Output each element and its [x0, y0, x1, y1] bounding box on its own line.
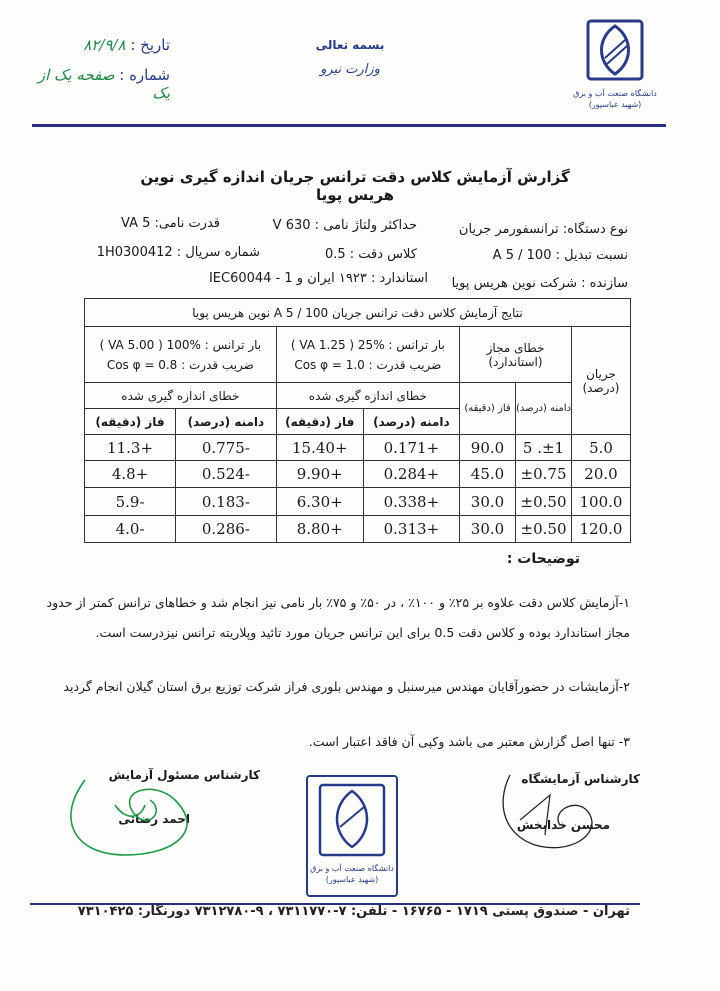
- cell-phase25: +6.30: [276, 488, 363, 516]
- cell-phase25: +9.90: [276, 461, 363, 488]
- cell-mag100: -0.775: [176, 435, 277, 461]
- university-logo-icon: [585, 18, 645, 82]
- basmala: بسمه تعالی: [315, 38, 385, 52]
- load-100-line2: ضریب قدرت : Cos φ = 0.8: [106, 357, 254, 372]
- load-25-line1: بار ترانس : %25 ( 1.25 VA ): [290, 337, 445, 352]
- stamp-logo-icon: [310, 781, 394, 861]
- results-table: [84, 298, 631, 543]
- number-label: شماره :: [119, 66, 170, 84]
- cell-phase25: +15.40: [276, 435, 363, 461]
- accuracy-class: کلاس دقت : 0.5: [324, 247, 417, 262]
- mag100-header: دامنه (درصد): [176, 409, 277, 435]
- cell-allowed-mag: ±1. 5: [516, 435, 572, 461]
- cell-allowed-phase: 30.0: [460, 488, 516, 516]
- header-divider: [32, 124, 666, 127]
- cell-allowed-phase: 90.0: [460, 435, 516, 461]
- cell-allowed-mag: ±0.50: [516, 488, 572, 516]
- date-label: تاریخ :: [130, 36, 170, 54]
- allowed-error-header: خطای مجاز (استاندارد): [460, 327, 572, 383]
- device-type: نوع دستگاه: ترانسفورمر جریان: [458, 222, 628, 237]
- right-signer-name: محسن خدابخش: [516, 818, 610, 832]
- load-25-header: [276, 327, 459, 383]
- cell-current: 100.0: [572, 488, 631, 516]
- cell-mag25: +0.284: [363, 461, 459, 488]
- phase100-header: فاز (دقیقه): [85, 409, 176, 435]
- table-row: [85, 488, 631, 516]
- load-100-header: [85, 327, 277, 383]
- current-header: جریان (درصد): [572, 327, 631, 435]
- official-stamp: [306, 775, 398, 897]
- date-line: [20, 36, 170, 54]
- cell-mag100: -0.524: [176, 461, 277, 488]
- load-100-line1: بار ترانس : %100 ( 5.00 VA ): [99, 337, 262, 352]
- table-row: [85, 516, 631, 543]
- logo-caption: دانشگاه صنعت آب و برق (شهید عباسپور): [573, 89, 657, 109]
- left-signature: [55, 760, 225, 865]
- manufacturer: سازنده : شرکت نوین هریس پویا: [451, 276, 628, 291]
- cell-allowed-phase: 30.0: [460, 516, 516, 543]
- cell-allowed-mag: ±0.50: [516, 516, 572, 543]
- ministry-name: وزارت نیرو: [320, 62, 380, 77]
- rated-power: قدرت نامی: 5 VA: [121, 216, 220, 231]
- left-signer-title: کارشناس مسئول آزمایش: [108, 768, 260, 782]
- standard-label: استاندارد : ۱۹۲۳ ایران و: [296, 271, 428, 286]
- mag25-header: دامنه (درصد): [363, 409, 459, 435]
- measured-100-header: خطای اندازه گیری شده: [85, 383, 277, 409]
- cell-phase100: +4.8: [85, 461, 176, 488]
- cell-phase25: +8.80: [276, 516, 363, 543]
- cell-phase100: -4.0: [85, 516, 176, 543]
- cell-mag25: +0.313: [363, 516, 459, 543]
- allowed-mag-header: دامنه (درصد): [516, 383, 572, 435]
- left-signer-name: احمد رضائی: [118, 812, 190, 826]
- cell-allowed-mag: ±0.75: [516, 461, 572, 488]
- note-1: ۱-آزمایش کلاس دقت علاوه بر ۲۵٪ و ۱۰۰٪ ، در ۵۰٪ و ۷۵٪ بار نامی نیز انجام شد و خطاهای ترانس کمتر از حدود مجاز استاندارد بوده و کلاس دقت 0.5 برای این ترانس جریان مورد تائید وپلاریته ترانس نیزدرست است.: [46, 595, 630, 640]
- standard: [80, 271, 428, 286]
- cell-mag25: +0.338: [363, 488, 459, 516]
- load-25-line2: ضریب قدرت : Cos φ = 1.0: [294, 357, 442, 372]
- right-signer-title: کارشناس آزمایشگاه: [521, 772, 640, 786]
- table-caption: نتایج آزمایش کلاس دقت ترانس جریان 100 / 5 A نوین هریس پویا: [85, 299, 631, 327]
- table-row: [85, 461, 631, 488]
- cell-mag100: -0.286: [176, 516, 277, 543]
- cell-phase100: -5.9: [85, 488, 176, 516]
- cell-current: 120.0: [572, 516, 631, 543]
- cell-allowed-phase: 45.0: [460, 461, 516, 488]
- note-3: ۳- تنها اصل گزارش معتبر می باشد وکپی آن فاقد اعتبار است.: [308, 734, 630, 749]
- allowed-phase-header: فاز (دقیقه): [460, 383, 516, 435]
- notes-title: توضیحات :: [506, 551, 580, 567]
- ratio: نسبت تبدیل : 100 / 5 A: [492, 248, 628, 263]
- number-value: صفحه یک از یک: [37, 66, 170, 102]
- report-title: گزارش آزمایش کلاس دقت ترانس جریان اندازه گیری نوین هریس پویا: [140, 168, 570, 204]
- table-row: [85, 435, 631, 461]
- right-signature: [490, 765, 610, 865]
- max-voltage: حداکثر ولتاژ نامی : 630 V: [272, 218, 417, 233]
- cell-mag100: -0.183: [176, 488, 277, 516]
- cell-mag25: +0.171: [363, 435, 459, 461]
- date-value: ۸۲/۹/۸: [83, 36, 126, 54]
- phase25-header: فاز (دقیقه): [276, 409, 363, 435]
- measured-25-header: خطای اندازه گیری شده: [276, 383, 459, 409]
- cell-phase100: +11.3: [85, 435, 176, 461]
- standard-code: IEC60044 - 1: [208, 271, 293, 286]
- footer-contact: تهران - صندوق پستی ۱۷۱۹ - ۱۶۷۶۵ - تلفن: ۷-۷۳۱۱۷۷۰ ، ۹-۷۳۱۲۷۸۰ دورنگار: ۷۳۱۰۴۲۵: [77, 904, 630, 919]
- number-line: [20, 66, 170, 102]
- serial-number: شماره سریال : 1H0300412: [96, 245, 260, 260]
- note-2: ۲-آزمایشات در حضورآقایان مهندس میرسنبل و مهندس بلوری فراز شرکت توزیع برق استان گیلان انجام گردید: [63, 679, 630, 694]
- cell-current: 20.0: [572, 461, 631, 488]
- stamp-text: دانشگاه صنعت آب و برق (شهید عباسپور): [310, 864, 394, 884]
- cell-current: 5.0: [572, 435, 631, 461]
